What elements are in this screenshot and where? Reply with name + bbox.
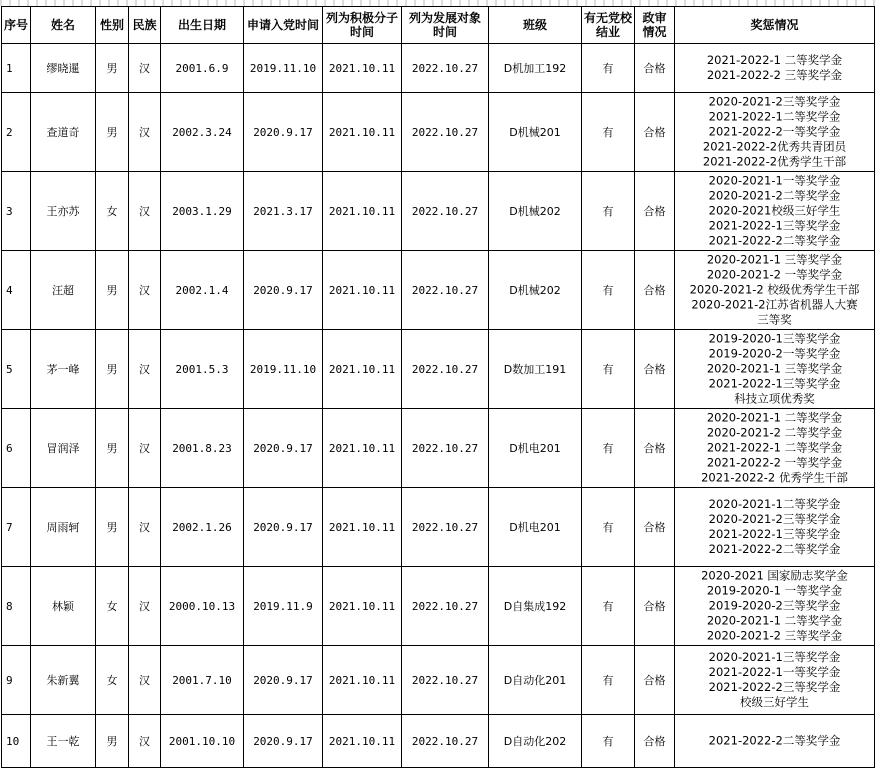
cell-ethnic[interactable]: 汉	[129, 93, 161, 172]
cell-party-school[interactable]: 有	[582, 44, 635, 93]
cell-name[interactable]: 林颖	[31, 567, 96, 646]
cell-birth[interactable]: 2001.7.10	[161, 646, 244, 715]
cell-ethnic[interactable]: 汉	[129, 251, 161, 330]
cell-awards[interactable]	[675, 646, 875, 715]
cell-apply-date[interactable]: 2020.9.17	[244, 409, 323, 488]
cell-active-date[interactable]: 2021.10.11	[323, 567, 402, 646]
award-line: 2020-2021-2 二等奖学金	[706, 425, 843, 440]
award-line: 2020-2021-2 一等奖学金	[706, 267, 843, 282]
table-row	[2, 646, 875, 715]
cell-class[interactable]: D数加工191	[489, 330, 582, 409]
cell-index[interactable]: 1	[2, 44, 31, 93]
cell-apply-date[interactable]: 2019.11.9	[244, 567, 323, 646]
cell-develop-date[interactable]: 2022.10.27	[402, 567, 489, 646]
award-line: 校级三好学生	[740, 695, 809, 709]
cell-gender[interactable]: 男	[96, 44, 129, 93]
header-awards: 奖惩情况	[675, 7, 875, 44]
award-line: 2021-2022-2二等奖学金	[708, 542, 841, 556]
award-line: 2021-2022-1一等奖学金	[708, 665, 841, 679]
cell-party-school[interactable]: 有	[582, 715, 635, 768]
table-row	[2, 715, 875, 768]
awards-list	[675, 646, 874, 714]
cell-ethnic[interactable]: 汉	[129, 567, 161, 646]
cell-name[interactable]: 王亦苏	[31, 172, 96, 251]
cell-develop-date[interactable]: 2022.10.27	[402, 409, 489, 488]
cell-party-school[interactable]: 有	[582, 172, 635, 251]
cell-class[interactable]: D机电201	[489, 488, 582, 567]
awards-list	[675, 251, 874, 329]
cell-active-date[interactable]: 2021.10.11	[323, 172, 402, 251]
member-table	[1, 6, 875, 768]
cell-gender[interactable]: 男	[96, 409, 129, 488]
cell-party-school[interactable]: 有	[582, 646, 635, 715]
award-line: 2020-2021-1 三等奖学金	[706, 252, 843, 267]
cell-party-school[interactable]: 有	[582, 409, 635, 488]
cell-ethnic[interactable]: 汉	[129, 488, 161, 567]
cell-gender[interactable]: 男	[96, 330, 129, 409]
award-line: 2021-2022-2三等奖学金	[708, 680, 841, 694]
cell-name[interactable]: 茅一峰	[31, 330, 96, 409]
cell-active-date[interactable]: 2021.10.11	[323, 409, 402, 488]
award-line: 2019-2020-2一等奖学金	[708, 346, 841, 361]
cell-index[interactable]: 4	[2, 251, 31, 330]
award-line: 2020-2021-2 三等奖学金	[706, 628, 843, 643]
cell-apply-date[interactable]: 2021.3.17	[244, 172, 323, 251]
cell-index[interactable]: 9	[2, 646, 31, 715]
cell-review[interactable]: 合格	[635, 251, 675, 330]
cell-ethnic[interactable]: 汉	[129, 715, 161, 768]
awards-list	[675, 330, 874, 408]
table-row	[2, 330, 875, 409]
awards-list	[675, 488, 874, 566]
cell-develop-date[interactable]: 2022.10.27	[402, 93, 489, 172]
header-row	[2, 7, 875, 44]
header-review: 政审情况	[635, 7, 675, 44]
award-line: 2020-2021-1 三等奖学金	[706, 361, 843, 376]
cell-awards[interactable]	[675, 172, 875, 251]
cell-active-date[interactable]: 2021.10.11	[323, 93, 402, 172]
cell-apply-date[interactable]: 2020.9.17	[244, 251, 323, 330]
cell-active-date[interactable]: 2021.10.11	[323, 330, 402, 409]
table-row	[2, 172, 875, 251]
award-line: 2021-2022-2二等奖学金	[708, 233, 841, 248]
cell-party-school[interactable]: 有	[582, 251, 635, 330]
cell-develop-date[interactable]: 2022.10.27	[402, 715, 489, 768]
header-develop-date: 列为发展对象时间	[402, 7, 489, 44]
cell-apply-date[interactable]: 2020.9.17	[244, 646, 323, 715]
cell-birth[interactable]: 2001.5.3	[161, 330, 244, 409]
cell-name[interactable]: 缪晓暹	[31, 44, 96, 93]
awards-list	[675, 567, 874, 645]
award-line: 2020-2021-1一等奖学金	[708, 173, 841, 188]
cell-class[interactable]: D自动化202	[489, 715, 582, 768]
header-birth: 出生日期	[161, 7, 244, 44]
header-name: 姓名	[31, 7, 96, 44]
cell-gender[interactable]: 男	[96, 251, 129, 330]
award-line: 2020-2021 国家励志奖学金	[701, 568, 848, 583]
cell-gender[interactable]: 女	[96, 567, 129, 646]
cell-review[interactable]: 合格	[635, 172, 675, 251]
award-line: 2021-2022-1三等奖学金	[708, 376, 841, 391]
cell-name[interactable]: 冒润泽	[31, 409, 96, 488]
cell-index[interactable]: 7	[2, 488, 31, 567]
award-line: 2020-2021-1 二等奖学金	[706, 410, 843, 425]
cell-ethnic[interactable]: 汉	[129, 646, 161, 715]
cell-gender[interactable]: 男	[96, 488, 129, 567]
cell-awards[interactable]	[675, 330, 875, 409]
award-line: 2020-2021-1二等奖学金	[708, 497, 841, 511]
cell-develop-date[interactable]: 2022.10.27	[402, 330, 489, 409]
award-line: 2021-2022-2 优秀学生干部	[701, 470, 848, 485]
cell-birth[interactable]: 2000.10.13	[161, 567, 244, 646]
cell-name[interactable]: 周雨轲	[31, 488, 96, 567]
award-line: 2020-2021-1三等奖学金	[708, 650, 841, 664]
cell-name[interactable]: 王一乾	[31, 715, 96, 768]
award-line: 2020-2021-2三等奖学金	[708, 94, 841, 109]
award-line: 2021-2022-1三等奖学金	[708, 218, 841, 233]
cell-class[interactable]: D机加工192	[489, 44, 582, 93]
cell-active-date[interactable]: 2021.10.11	[323, 646, 402, 715]
cell-active-date[interactable]: 2021.10.11	[323, 44, 402, 93]
award-line: 2019-2020-1三等奖学金	[708, 331, 841, 346]
award-line: 2021-2022-2优秀共青团员	[702, 139, 847, 154]
cell-index[interactable]: 3	[2, 172, 31, 251]
cell-review[interactable]: 合格	[635, 488, 675, 567]
cell-index[interactable]: 2	[2, 93, 31, 172]
cell-name[interactable]: 朱新翼	[31, 646, 96, 715]
cell-name[interactable]: 汪超	[31, 251, 96, 330]
award-line: 2021-2022-1二等奖学金	[708, 109, 841, 124]
cell-birth[interactable]: 2001.8.23	[161, 409, 244, 488]
cell-birth[interactable]: 2002.1.4	[161, 251, 244, 330]
cell-class[interactable]: D机械201	[489, 93, 582, 172]
awards-list	[675, 409, 874, 487]
cell-birth[interactable]: 2001.10.10	[161, 715, 244, 768]
cell-class[interactable]: D机电201	[489, 409, 582, 488]
cell-develop-date[interactable]: 2022.10.27	[402, 646, 489, 715]
cell-birth[interactable]: 2002.3.24	[161, 93, 244, 172]
cell-ethnic[interactable]: 汉	[129, 44, 161, 93]
header-ethnic: 民族	[129, 7, 161, 44]
cell-party-school[interactable]: 有	[582, 567, 635, 646]
award-line: 2020-2021-2三等奖学金	[708, 512, 841, 526]
cell-review[interactable]: 合格	[635, 44, 675, 93]
cell-birth[interactable]: 2003.1.29	[161, 172, 244, 251]
cell-apply-date[interactable]: 2020.9.17	[244, 715, 323, 768]
award-line: 2021-2022-2二等奖学金	[708, 733, 841, 748]
award-line: 2021-2022-2优秀学生干部	[702, 154, 847, 169]
cell-awards[interactable]	[675, 44, 875, 93]
award-line: 2021-2022-2一等奖学金	[708, 124, 841, 139]
table-row	[2, 93, 875, 172]
award-line: 2019-2020-2三等奖学金	[708, 598, 841, 613]
cell-ethnic[interactable]: 汉	[129, 409, 161, 488]
award-line: 2020-2021-2二等奖学金	[708, 188, 841, 203]
cell-index[interactable]: 5	[2, 330, 31, 409]
award-line: 2019-2020-1 一等奖学金	[706, 583, 843, 598]
cell-review[interactable]: 合格	[635, 567, 675, 646]
cell-apply-date[interactable]: 2020.9.17	[244, 488, 323, 567]
award-line: 2021-2022-1 二等奖学金	[706, 440, 843, 455]
cell-gender[interactable]: 女	[96, 646, 129, 715]
cell-gender[interactable]: 男	[96, 715, 129, 768]
cell-active-date[interactable]: 2021.10.11	[323, 251, 402, 330]
award-line: 2020-2021校级三好学生	[708, 203, 841, 218]
header-apply-date: 申请入党时间	[244, 7, 323, 44]
awards-list	[675, 172, 874, 250]
cell-class[interactable]: D自动化201	[489, 646, 582, 715]
cell-gender[interactable]: 女	[96, 172, 129, 251]
table-row	[2, 567, 875, 646]
cell-index[interactable]: 6	[2, 409, 31, 488]
awards-list	[675, 44, 874, 92]
award-line: 科技立项优秀奖	[734, 391, 815, 406]
cell-party-school[interactable]: 有	[582, 330, 635, 409]
award-line: 2020-2021-2江苏省机器人大赛	[691, 297, 858, 312]
cell-ethnic[interactable]: 汉	[129, 330, 161, 409]
award-line: 2021-2022-1 二等奖学金	[706, 53, 843, 67]
cell-birth[interactable]: 2001.6.9	[161, 44, 244, 93]
cell-name[interactable]: 查道奇	[31, 93, 96, 172]
cell-develop-date[interactable]: 2022.10.27	[402, 488, 489, 567]
cell-class[interactable]: D自集成192	[489, 567, 582, 646]
table-row	[2, 44, 875, 93]
cell-birth[interactable]: 2002.1.26	[161, 488, 244, 567]
cell-awards[interactable]	[675, 409, 875, 488]
cell-awards[interactable]	[675, 567, 875, 646]
award-line: 2020-2021-1 二等奖学金	[706, 613, 843, 628]
cell-review[interactable]: 合格	[635, 330, 675, 409]
cell-ethnic[interactable]: 汉	[129, 172, 161, 251]
award-line: 2021-2022-1三等奖学金	[708, 527, 841, 541]
award-line: 2021-2022-2 一等奖学金	[706, 455, 843, 470]
cell-class[interactable]: D机械202	[489, 172, 582, 251]
award-line: 2021-2022-2 三等奖学金	[706, 68, 843, 82]
cell-awards[interactable]	[675, 715, 875, 768]
cell-apply-date[interactable]: 2019.11.10	[244, 44, 323, 93]
header-active-date: 列为积极分子时间	[323, 7, 402, 44]
header-party-school: 有无党校结业	[582, 7, 635, 44]
cell-apply-date[interactable]: 2019.11.10	[244, 330, 323, 409]
cell-review[interactable]: 合格	[635, 646, 675, 715]
cell-index[interactable]: 8	[2, 567, 31, 646]
cell-gender[interactable]: 男	[96, 93, 129, 172]
cell-review[interactable]: 合格	[635, 715, 675, 768]
cell-index[interactable]: 10	[2, 715, 31, 768]
awards-list	[675, 715, 874, 767]
cell-awards[interactable]	[675, 251, 875, 330]
cell-apply-date[interactable]: 2020.9.17	[244, 93, 323, 172]
cell-review[interactable]: 合格	[635, 409, 675, 488]
header-index: 序号	[2, 7, 31, 44]
table-row	[2, 488, 875, 567]
cell-awards[interactable]	[675, 488, 875, 567]
cell-awards[interactable]	[675, 93, 875, 172]
cell-party-school[interactable]: 有	[582, 93, 635, 172]
header-gender: 性别	[96, 7, 129, 44]
cell-develop-date[interactable]: 2022.10.27	[402, 172, 489, 251]
award-line: 2020-2021-2 校级优秀学生干部	[689, 282, 860, 297]
cell-develop-date[interactable]: 2022.10.27	[402, 44, 489, 93]
header-class: 班级	[489, 7, 582, 44]
cell-develop-date[interactable]: 2022.10.27	[402, 251, 489, 330]
cell-review[interactable]: 合格	[635, 93, 675, 172]
cell-party-school[interactable]: 有	[582, 488, 635, 567]
cell-active-date[interactable]: 2021.10.11	[323, 488, 402, 567]
table-row	[2, 409, 875, 488]
cell-active-date[interactable]: 2021.10.11	[323, 715, 402, 768]
cell-class[interactable]: D机械202	[489, 251, 582, 330]
table-row	[2, 251, 875, 330]
award-line: 三等奖	[757, 312, 792, 327]
awards-list	[675, 93, 874, 171]
